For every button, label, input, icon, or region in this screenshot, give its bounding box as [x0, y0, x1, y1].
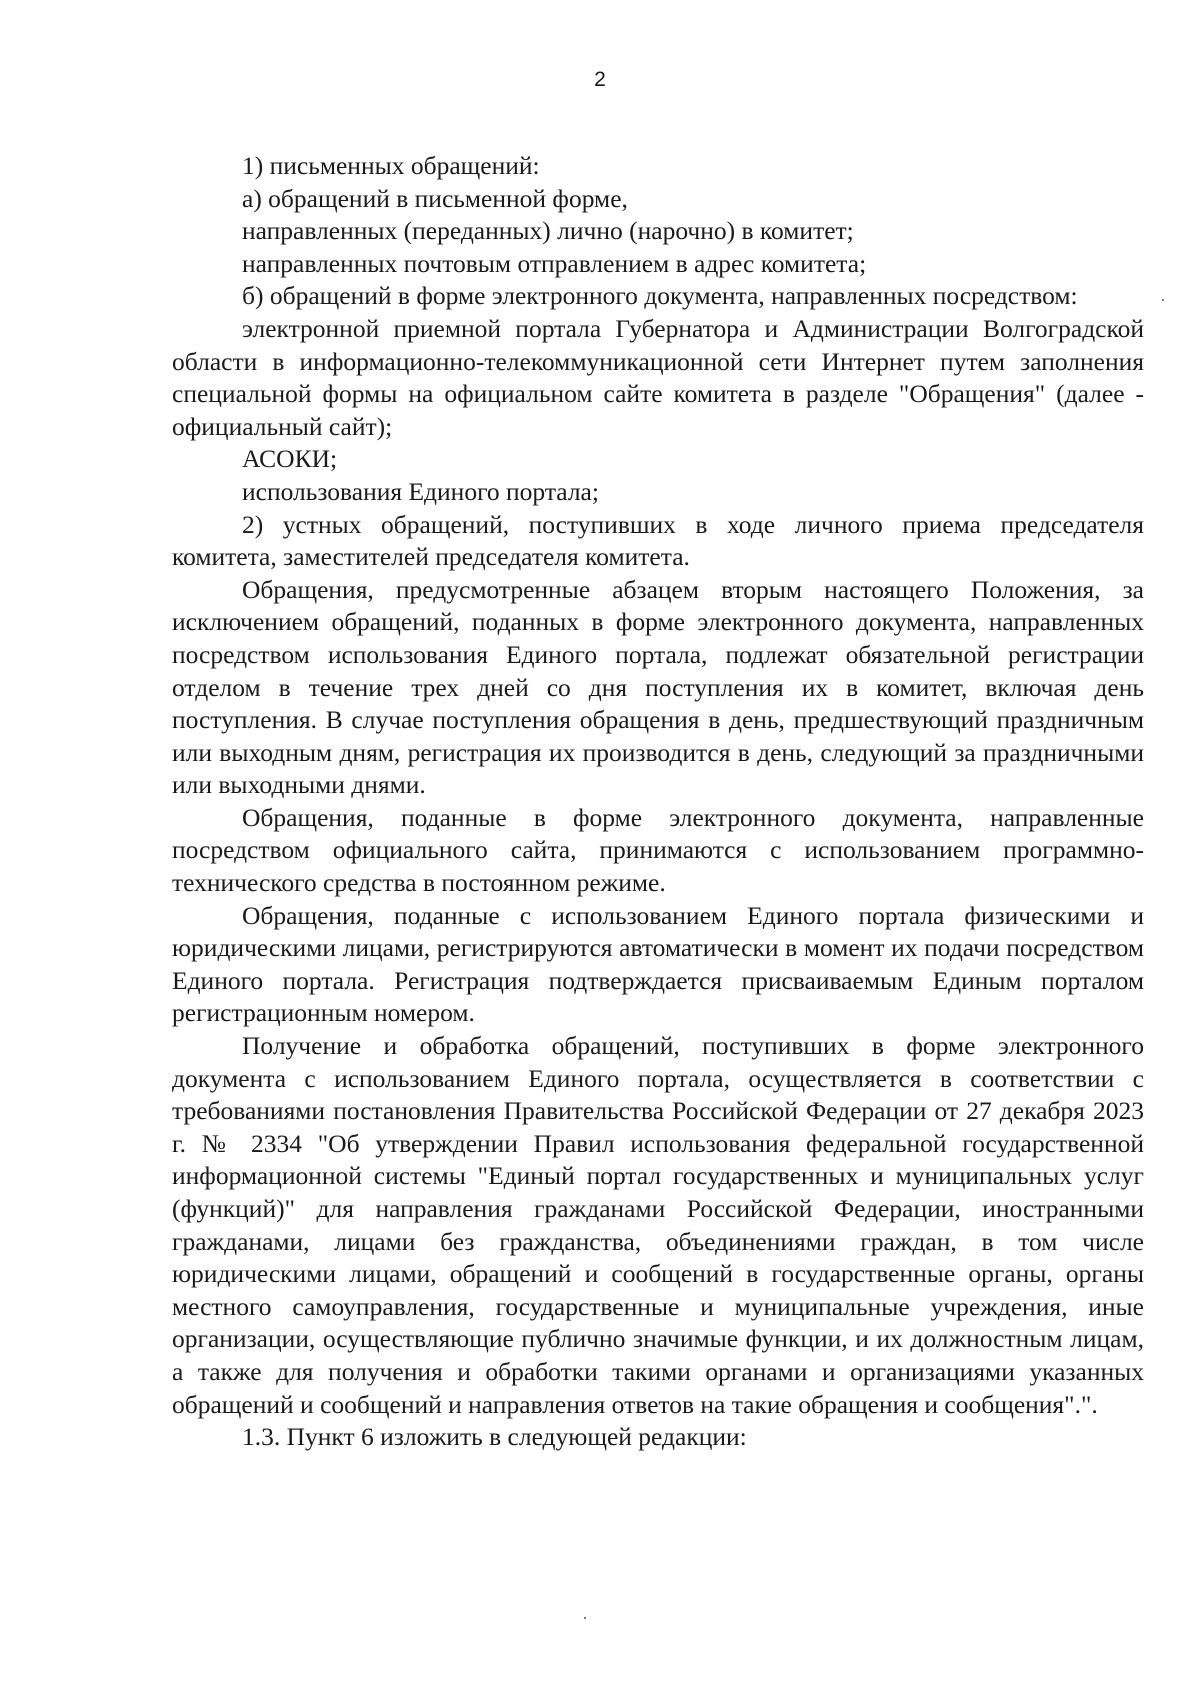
- paragraph: направленных почтовым отправлением в адрес комитета;: [242, 248, 867, 278]
- scan-speck: [584, 1617, 586, 1619]
- paragraph: Обращения, поданные в форме электронного документа, направленные посредством официального сайта, принимаются с использованием программно-технического средства в постоянном режиме.: [172, 802, 1144, 898]
- paragraph: Получение и обработка обращений, поступивших в форме электронного документа с использованием Единого портала, осуществляется в соответствии с требованиями постановления Правительства Российской Федерации от 27 декабря 2023 г. № 2334 "Об утверждении Правил использования федеральной государственной информационной системы "Единый портал государственных и муниципальных услуг (функций)" для направления гражданами Российской Федерации, иностранными гражданами, лицами без гражданства, объединениями граждан, в том числе юридическими лицами, обращений и сообщений в государственные органы, органы местного самоуправления, государственные и муниципальные учреждения, иные организации, осуществляющие публично значимые функции, и их должностным лицам, а также для получения и обработки такими органами и организациями указанных обращений и сообщений и направления ответов на такие обращения и сообщения".".: [172, 1031, 1144, 1419]
- paragraph: 2) устных обращений, поступивших в ходе личного приема председателя комитета, заместителей председателя комитета.: [172, 509, 1144, 572]
- paragraph: б) обращений в форме электронного документа, направленных посредством:: [242, 281, 1078, 311]
- scan-speck: [1162, 299, 1164, 301]
- paragraph: АСОКИ;: [242, 444, 338, 474]
- paragraph: Обращения, предусмотренные абзацем вторым настоящего Положения, за исключением обращений, поданных в форме электронного документа, направленных посредством использования Единого портала, подлежат обязательной регистрации отделом в течение трех дней со дня поступления их в комитет, включая день поступления. В случае поступления обращения в день, предшествующий праздничным или выходным дням, регистрация их производится в день, следующий за праздничными или выходными днями.: [172, 574, 1144, 800]
- paragraph: 1.3. Пункт 6 изложить в следующей редакции:: [242, 1422, 747, 1452]
- document-body: [172, 150, 1144, 1454]
- paragraph: направленных (переданных) лично (нарочно) в комитет;: [242, 216, 854, 246]
- paragraph: Обращения, поданные с использованием Единого портала физическими и юридическими лицами, регистрируются автоматически в момент их подачи посредством Единого портала. Регистрация подтверждается присваиваемым Единым порталом регистрационным номером.: [172, 900, 1144, 1028]
- paragraph: 1) письменных обращений:: [242, 151, 540, 180]
- page-number: 2: [594, 68, 606, 91]
- paragraph: использования Единого портала;: [242, 476, 599, 506]
- paragraph: а) обращений в письменной форме,: [242, 183, 628, 213]
- paragraph: электронной приемной портала Губернатора и Администрации Волгоградской области в информационно-телекоммуникационной сети Интернет путем заполнения специальной формы на официальном сайте комитета в разделе "Обращения" (далее - официальный сайт);: [172, 313, 1144, 441]
